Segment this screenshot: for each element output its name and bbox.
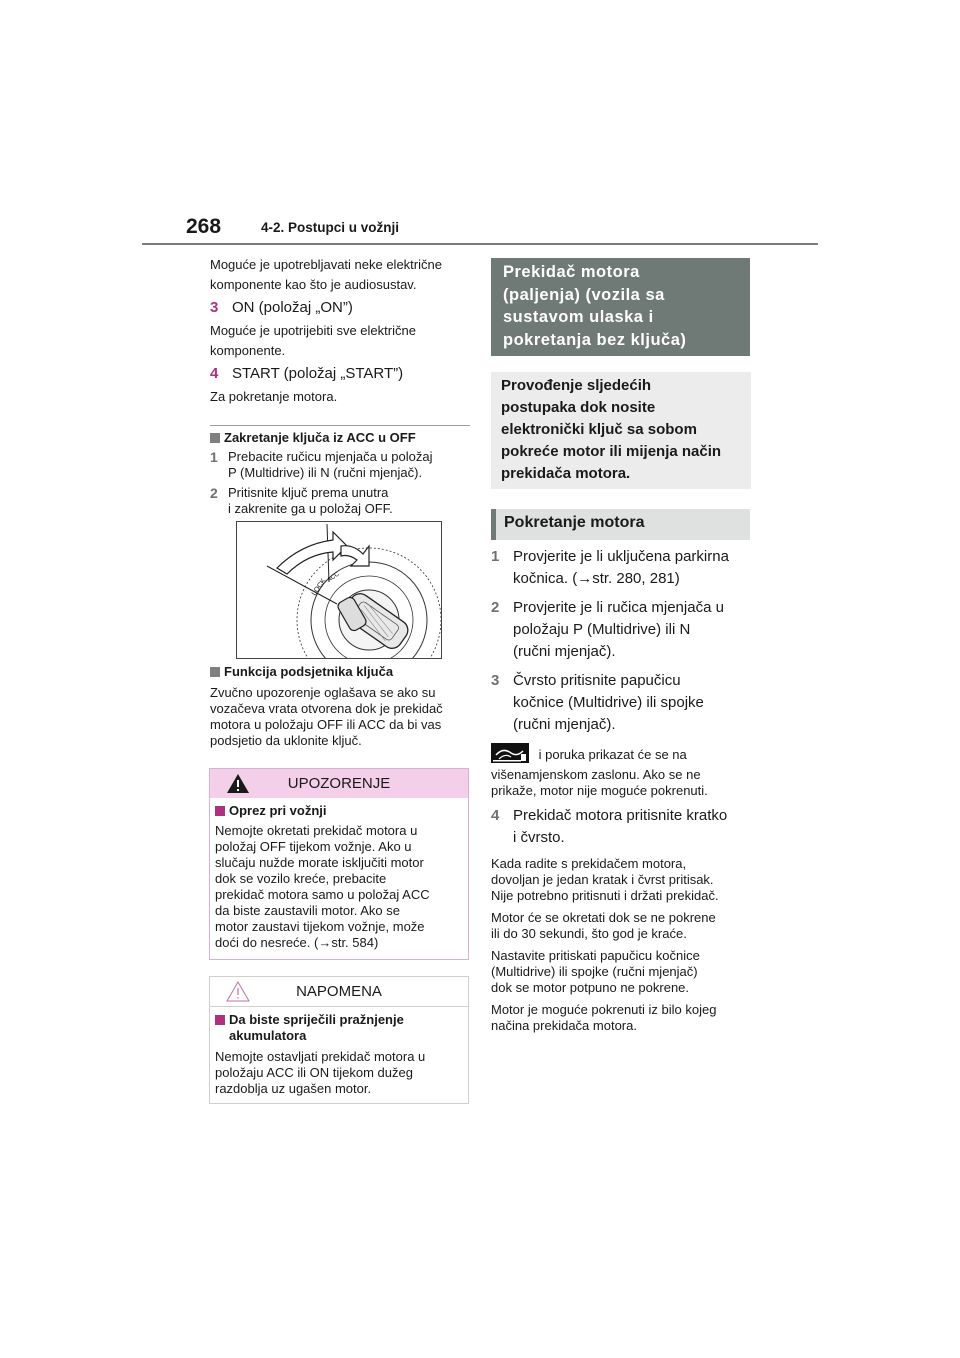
key-illustration <box>236 521 442 659</box>
warning-line: položaj OFF tijekom vožnje. Ako u <box>215 839 412 854</box>
step-desc-line: komponente. <box>210 343 286 358</box>
step-desc: Za pokretanje motora. <box>210 389 338 404</box>
step-line: položaju P (Multidrive) ili N <box>513 621 691 638</box>
note-header <box>210 977 468 1007</box>
step-desc-line: Moguće je upotrijebiti sve električne <box>210 323 416 338</box>
indicator-line: i poruka prikazat će se na <box>538 747 687 762</box>
note-line: dok se motor potpuno ne pokrene. <box>491 980 690 995</box>
note-line: Kada radite s prekidačem motora, <box>491 856 687 871</box>
note-title: NAPOMENA <box>296 983 382 1000</box>
step-line: Provjerite je li uključena parkirna <box>513 548 729 565</box>
start-step-2 <box>491 597 753 663</box>
note-line: načina prekidača motora. <box>491 1018 637 1033</box>
indicator-line: prikaže, motor nije moguće pokrenuti. <box>491 783 708 798</box>
sub-step-2 <box>210 485 470 517</box>
intro-line: elektronički ključ sa sobom <box>501 421 697 438</box>
note-line: Nije potrebno pritisnuti i držati prekidač. <box>491 888 719 903</box>
start-steps <box>491 546 753 1034</box>
caution-triangle-outline-icon <box>226 981 250 1002</box>
intro-line: pokreće motor ili mijenja način <box>501 443 722 460</box>
warning-body <box>210 798 468 951</box>
square-bullet-icon <box>215 1015 225 1025</box>
subheading-acc-off <box>210 430 470 446</box>
subheading-text: akumulatora <box>229 1028 307 1043</box>
note-line: položaju ACC ili ON tijekom dužeg <box>215 1065 413 1080</box>
step-line: i čvrsto. <box>513 829 565 846</box>
start-step-1 <box>491 546 753 590</box>
note-line: Motor će se okretati dok se ne pokrene <box>491 910 716 925</box>
ignition-key-diagram <box>237 522 441 658</box>
note-line: Nemojte ostavljati prekidač motora u <box>215 1049 426 1064</box>
start-notes <box>491 856 753 1034</box>
reminder-line: Zvučno upozorenje oglašava se ako su <box>210 685 436 700</box>
start-step-4 <box>491 805 753 849</box>
warning-line: da biste zaustavili motor. Ako se <box>215 903 400 918</box>
step-number: 2 <box>491 599 500 616</box>
step-line: (ručni mjenjač). <box>513 643 616 660</box>
warning-line: motor zaustavi tijekom vožnje, može <box>215 919 425 934</box>
step-line: kočnice (Multidrive) ili spojke <box>513 694 704 711</box>
square-bullet-icon <box>210 433 220 443</box>
warning-title: UPOZORENJE <box>287 775 391 792</box>
step-line: Provjerite je li ručica mjenjača u <box>513 599 724 616</box>
page-number: 268 <box>186 215 222 238</box>
step-label: START (položaj „START”) <box>232 365 404 382</box>
step-number: 1 <box>210 449 218 465</box>
warning-box <box>209 768 469 960</box>
reminder-line: vozačeva vrata otvorena dok je prekidač <box>210 701 443 716</box>
acc-label: ACC <box>326 571 341 584</box>
warning-line: doći do nesreće. (→str. 584) <box>215 935 379 950</box>
intro-line: prekidača motora. <box>501 465 631 482</box>
note-box <box>209 976 469 1104</box>
step-line: Prebacite ručicu mjenjača u položaj <box>228 449 433 464</box>
heading-line: pokretanja bez ključa) <box>503 330 687 349</box>
starting-engine-subheading: Pokretanje motora <box>491 509 750 540</box>
subheading-text: Da biste spriječili pražnjenje <box>229 1012 404 1027</box>
warning-subheading <box>215 803 463 819</box>
reminder-section <box>210 664 472 749</box>
step-4 <box>210 363 470 385</box>
heading-line: (paljenja) (vozila sa <box>503 285 665 304</box>
warning-line: dok se vozilo kreće, prebacite <box>215 871 387 886</box>
intro-line: Provođenje sljedećih <box>501 377 652 394</box>
indicator-line: višenamjenskom zaslonu. Ako se ne <box>491 767 701 782</box>
section-title: 4-2. Postupci u vožnji <box>261 220 400 235</box>
heading-line: sustavom ulaska i <box>503 308 654 326</box>
warning-line: Nemojte okretati prekidač motora u <box>215 823 418 838</box>
step-3 <box>210 297 470 319</box>
brake-indicator-icon <box>491 743 529 767</box>
sub-step-1 <box>210 449 470 481</box>
step-label: ON (položaj „ON”) <box>232 299 353 316</box>
note-line: Motor je moguće pokrenuti iz bilo kojeg <box>491 1002 717 1017</box>
note-body <box>210 1007 468 1097</box>
subheading-text: Oprez pri vožnji <box>229 803 327 818</box>
step-number: 3 <box>210 299 219 316</box>
intro-line: komponente kao što je audiosustav. <box>210 277 417 292</box>
step-line: Prekidač motora pritisnite kratko <box>513 807 728 824</box>
indicator-paragraph <box>491 743 753 799</box>
warning-triangle-icon <box>226 773 250 794</box>
step-line: Čvrsto pritisnite papučicu <box>513 672 681 689</box>
step-number: 3 <box>491 672 500 689</box>
step-number: 2 <box>210 485 218 501</box>
step-line: (ručni mjenjač). <box>513 716 616 733</box>
intro-line: Moguće je upotrebljavati neke električne <box>210 257 442 272</box>
note-line: dovoljan je jedan kratak i čvrst pritisak. <box>491 872 714 887</box>
intro-line: postupaka dok nosite <box>501 399 656 416</box>
subheading-text: Zakretanje ključa iz ACC u OFF <box>224 430 416 445</box>
subheading-reminder <box>210 664 472 680</box>
step-line: kočnica. (→str. 280, 281) <box>513 570 680 587</box>
step-line: P (Multidrive) ili N (ručni mjenjač). <box>228 465 423 480</box>
step-number: 4 <box>491 807 500 824</box>
subheading-text: Funkcija podsjetnika ključa <box>224 664 394 679</box>
lock-label: LOCK <box>310 577 328 598</box>
note-line: (Multidrive) ili spojke (ručni mjenjač) <box>491 964 698 979</box>
note-line: Nastavite pritiskati papučicu kočnice <box>491 948 700 963</box>
reminder-line: podsjetio da uklonite ključ. <box>210 733 362 748</box>
step-line: Pritisnite ključ prema unutra <box>228 485 389 500</box>
note-line: razdoblja uz ugašen motor. <box>215 1081 372 1096</box>
divider <box>210 425 470 426</box>
note-line: ili do 30 sekundi, što god je kraće. <box>491 926 687 941</box>
square-bullet-icon <box>215 806 225 816</box>
warning-line: slučaju nužde morate isključiti motor <box>215 855 424 870</box>
step-number: 1 <box>491 548 500 565</box>
warning-header <box>210 769 468 798</box>
header-rule <box>142 243 818 245</box>
warning-line: prekidač motora samo u položaj ACC <box>215 887 430 902</box>
left-column <box>210 255 470 517</box>
note-subheading <box>215 1012 463 1044</box>
step-number: 4 <box>210 365 219 382</box>
intro-box <box>491 372 751 489</box>
reminder-line: motora u položaju OFF ili ACC da bi vas <box>210 717 442 732</box>
heading-line: Prekidač motora <box>503 263 640 281</box>
square-bullet-icon <box>210 667 220 677</box>
engine-switch-heading <box>491 258 750 356</box>
start-step-3 <box>491 670 753 736</box>
step-line: i zakrenite ga u položaj OFF. <box>228 501 393 516</box>
